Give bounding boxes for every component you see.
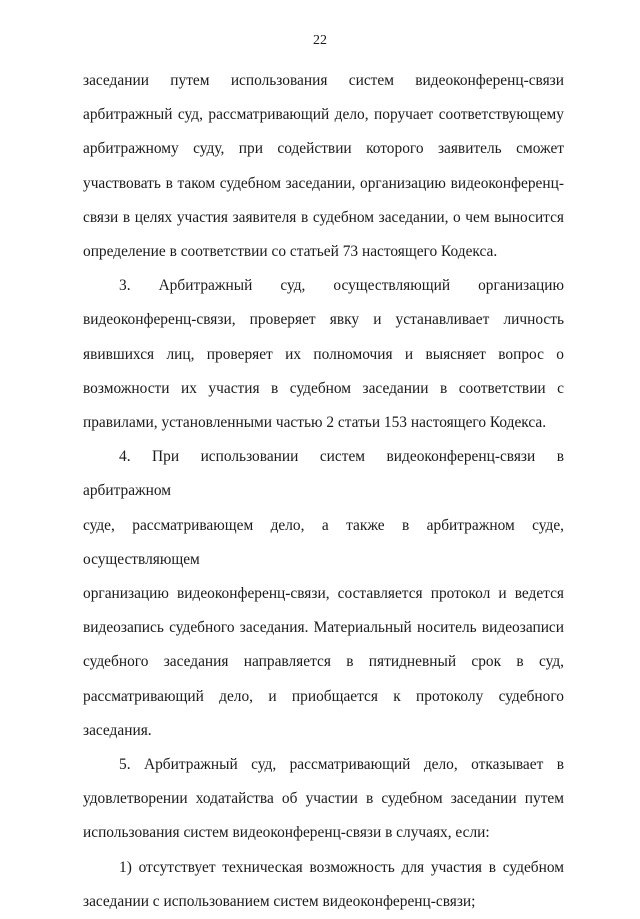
page-number: 22 — [313, 33, 327, 48]
text-line: удовлетворении ходатайства об участии в судебном заседании путем — [83, 790, 564, 808]
text-line: участвовать в таком судебном заседании, организацию видеоконференц- — [83, 174, 564, 192]
text-line: видеозапись судебного заседания. Материальный носитель видеозаписи — [83, 619, 564, 637]
paragraph-5-item-1 — [83, 851, 564, 919]
text-line: видеоконференц-связи, проверяет явку и устанавливает личность — [83, 311, 564, 329]
text-line: заседании путем использования систем видеоконференц-связи — [83, 72, 564, 89]
paragraph-5 — [83, 748, 564, 851]
text-line: 1) отсутствует техническая возможность для участия в судебном — [119, 858, 564, 876]
text-line: 3. Арбитражный суд, осуществляющий организацию — [119, 277, 564, 295]
paragraph-continuation — [83, 64, 564, 269]
document-body — [83, 64, 564, 919]
text-line: 5. Арбитражный суд, рассматривающий дело, отказывает в — [119, 756, 564, 774]
text-line: возможности их участия в судебном заседании в соответствии с — [83, 379, 564, 397]
text-line: организацию видеоконференц-связи, составляется протокол и ведется — [83, 585, 564, 603]
text-line: рассматривающий дело, и приобщается к протоколу судебного заседания. — [83, 687, 564, 739]
text-line: судебного заседания направляется в пятидневный срок в суд, — [83, 653, 564, 671]
text-line: явившихся лиц, проверяет их полномочия и выясняет вопрос о — [83, 345, 564, 363]
text-line: использования систем видеоконференц-связи в случаях, если: — [83, 824, 490, 842]
text-line: арбитражный суд, рассматривающий дело, поручает соответствующему — [83, 106, 564, 124]
text-line: связи в целях участия заявителя в судебном заседании, о чем выносится — [83, 208, 564, 226]
text-line: арбитражному суду, при содействии которого заявитель сможет — [83, 140, 564, 158]
text-line: заседании с использованием систем видеоконференц-связи; — [83, 892, 476, 910]
text-line: 4. При использовании систем видеоконференц-связи в арбитражном — [83, 448, 564, 500]
paragraph-4 — [83, 440, 564, 748]
text-line: правилами, установленными частью 2 статьи 153 настоящего Кодекса. — [83, 414, 547, 432]
text-line: определение в соответствии со статьей 73 настоящего Кодекса. — [83, 243, 498, 261]
text-line: суде, рассматривающем дело, а также в арбитражном суде, осуществляющем — [83, 516, 564, 568]
paragraph-3 — [83, 269, 564, 440]
